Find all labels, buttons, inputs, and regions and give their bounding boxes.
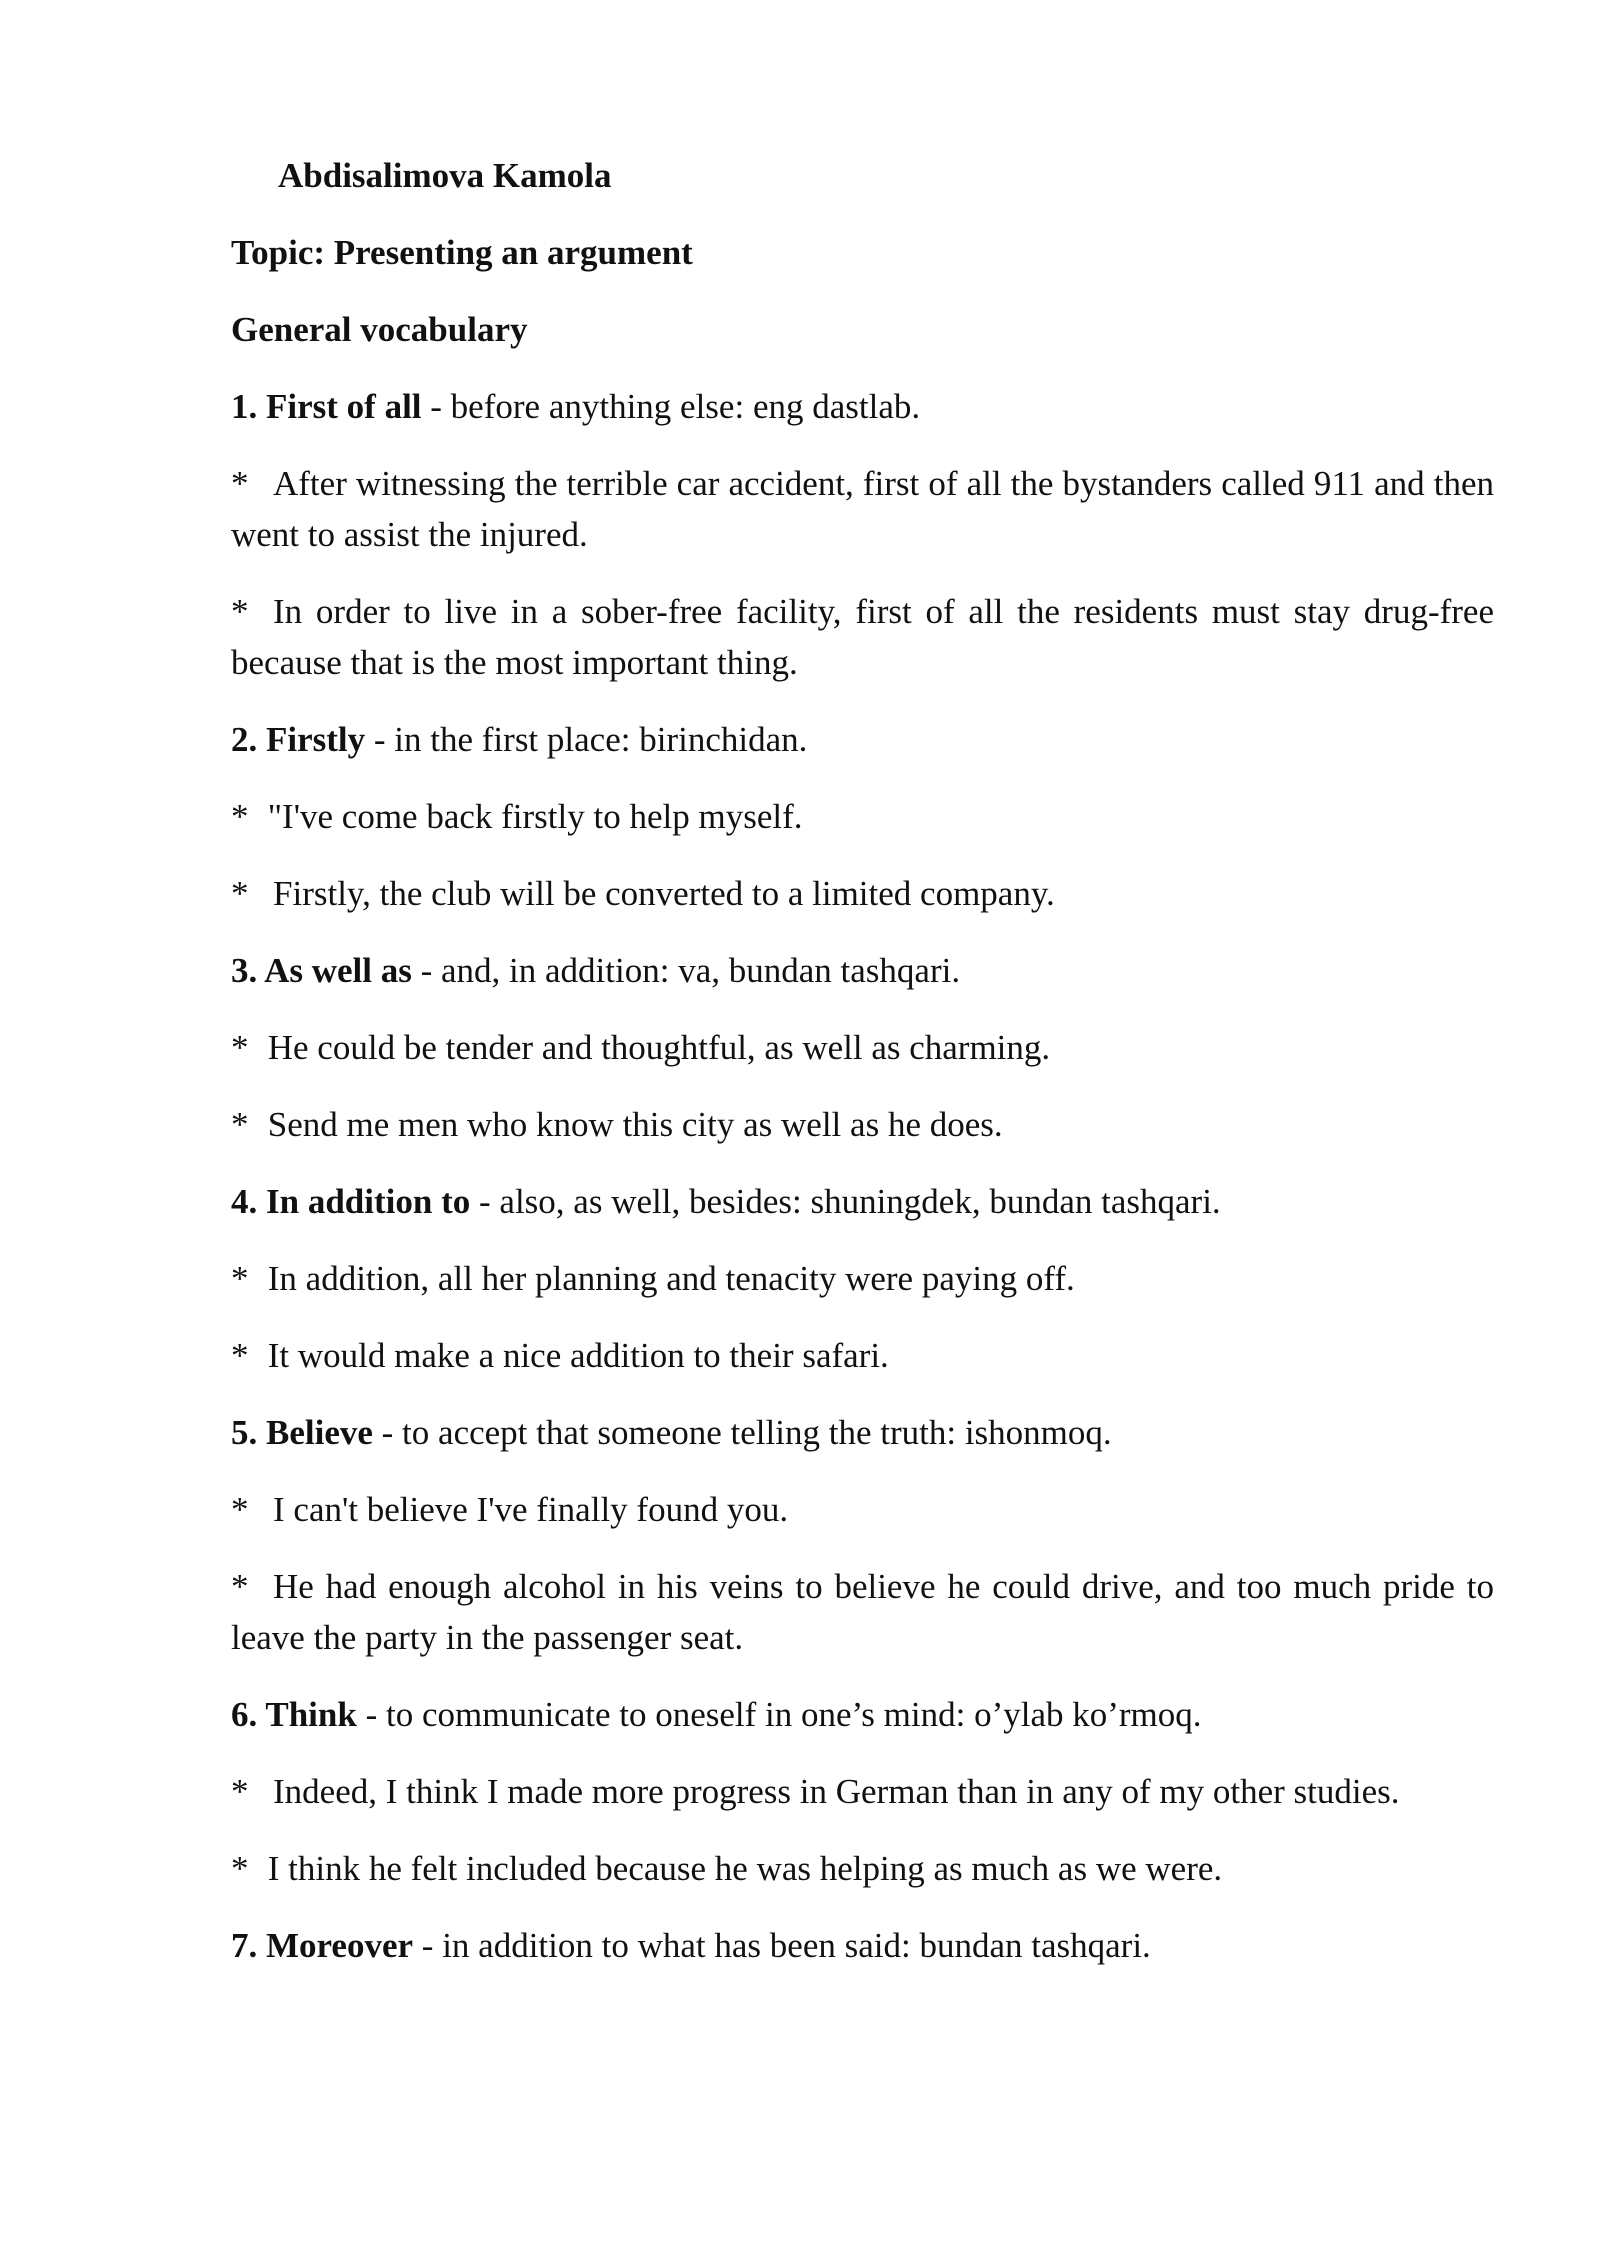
example-sentence: [231, 868, 1494, 919]
example-sentence: [231, 458, 1494, 560]
example-text: I think he felt included because he was helping as much as we were.: [267, 1849, 1223, 1888]
example-text: I can't believe I've finally found you.: [273, 1490, 789, 1529]
bullet-icon: *: [231, 1567, 249, 1606]
bullet-icon: *: [231, 797, 249, 836]
bullet-icon: *: [231, 1028, 249, 1067]
vocab-definition: - to accept that someone telling the truth: ishonmoq.: [372, 1413, 1112, 1452]
vocab-definition: - and, in addition: va, bundan tashqari.: [411, 951, 961, 990]
vocab-entry: [231, 1407, 1494, 1458]
vocab-definition: - to communicate to oneself in one’s mind: o’ylab ko’rmoq.: [356, 1695, 1202, 1734]
vocab-entry: [231, 945, 1494, 996]
example-sentence: [231, 1484, 1494, 1535]
vocab-entry: [231, 714, 1494, 765]
example-sentence: [231, 1022, 1494, 1073]
document-page: [231, 150, 1494, 1997]
example-text: Send me men who know this city as well as he does.: [267, 1105, 1003, 1144]
bullet-icon: *: [231, 1105, 249, 1144]
vocab-entry: [231, 1920, 1494, 1971]
bullet-icon: *: [231, 1259, 249, 1298]
example-sentence: [231, 1099, 1494, 1150]
vocab-definition: - before anything else: eng dastlab.: [421, 387, 921, 426]
example-text: After witnessing the terrible car accident, first of all the bystanders called 911 and then went to assist the injured.: [231, 464, 1494, 554]
example-sentence: [231, 1561, 1494, 1663]
vocab-entry: [231, 1176, 1494, 1227]
topic-heading: Topic: Presenting an argument: [231, 233, 693, 272]
vocab-definition: - also, as well, besides: shuningdek, bundan tashqari.: [470, 1182, 1221, 1221]
bullet-icon: *: [231, 464, 249, 503]
example-text: Firstly, the club will be converted to a limited company.: [273, 874, 1055, 913]
vocab-term: 7. Moreover: [231, 1926, 414, 1965]
example-sentence: [231, 1843, 1494, 1894]
vocab-definition: - in the first place: birinchidan.: [365, 720, 808, 759]
vocab-term: 6. Think: [231, 1695, 357, 1734]
example-text: In order to live in a sober-free facility, first of all the residents must stay drug-free because that is the most important thing.: [231, 592, 1494, 682]
vocab-term: 2. Firstly: [231, 720, 366, 759]
example-text: "I've come back firstly to help myself.: [267, 797, 803, 836]
vocab-entry: [231, 1689, 1494, 1740]
bullet-icon: *: [231, 592, 249, 631]
example-sentence: [231, 1330, 1494, 1381]
example-sentence: [231, 1253, 1494, 1304]
example-sentence: [231, 791, 1494, 842]
example-text: He had enough alcohol in his veins to believe he could drive, and too much pride to leave the party in the passenger seat.: [231, 1567, 1494, 1657]
example-text: Indeed, I think I made more progress in German than in any of my other studies.: [273, 1772, 1400, 1811]
vocab-term: 3. As well as: [231, 951, 412, 990]
bullet-icon: *: [231, 1849, 249, 1888]
vocab-definition: - in addition to what has been said: bundan tashqari.: [413, 1926, 1151, 1965]
vocab-term: 4. In addition to: [231, 1182, 471, 1221]
author-name: Abdisalimova Kamola: [278, 156, 612, 195]
example-text: He could be tender and thoughtful, as well as charming.: [267, 1028, 1051, 1067]
example-sentence: [231, 586, 1494, 688]
vocab-term: 1. First of all: [231, 387, 422, 426]
bullet-icon: *: [231, 1336, 249, 1375]
example-text: It would make a nice addition to their safari.: [267, 1336, 889, 1375]
vocab-term: 5. Believe: [231, 1413, 373, 1452]
example-sentence: [231, 1766, 1494, 1817]
section-title: General vocabulary: [231, 310, 528, 349]
example-text: In addition, all her planning and tenacity were paying off.: [267, 1259, 1075, 1298]
vocab-entry: [231, 381, 1494, 432]
bullet-icon: *: [231, 1772, 249, 1811]
bullet-icon: *: [231, 874, 249, 913]
bullet-icon: *: [231, 1490, 249, 1529]
